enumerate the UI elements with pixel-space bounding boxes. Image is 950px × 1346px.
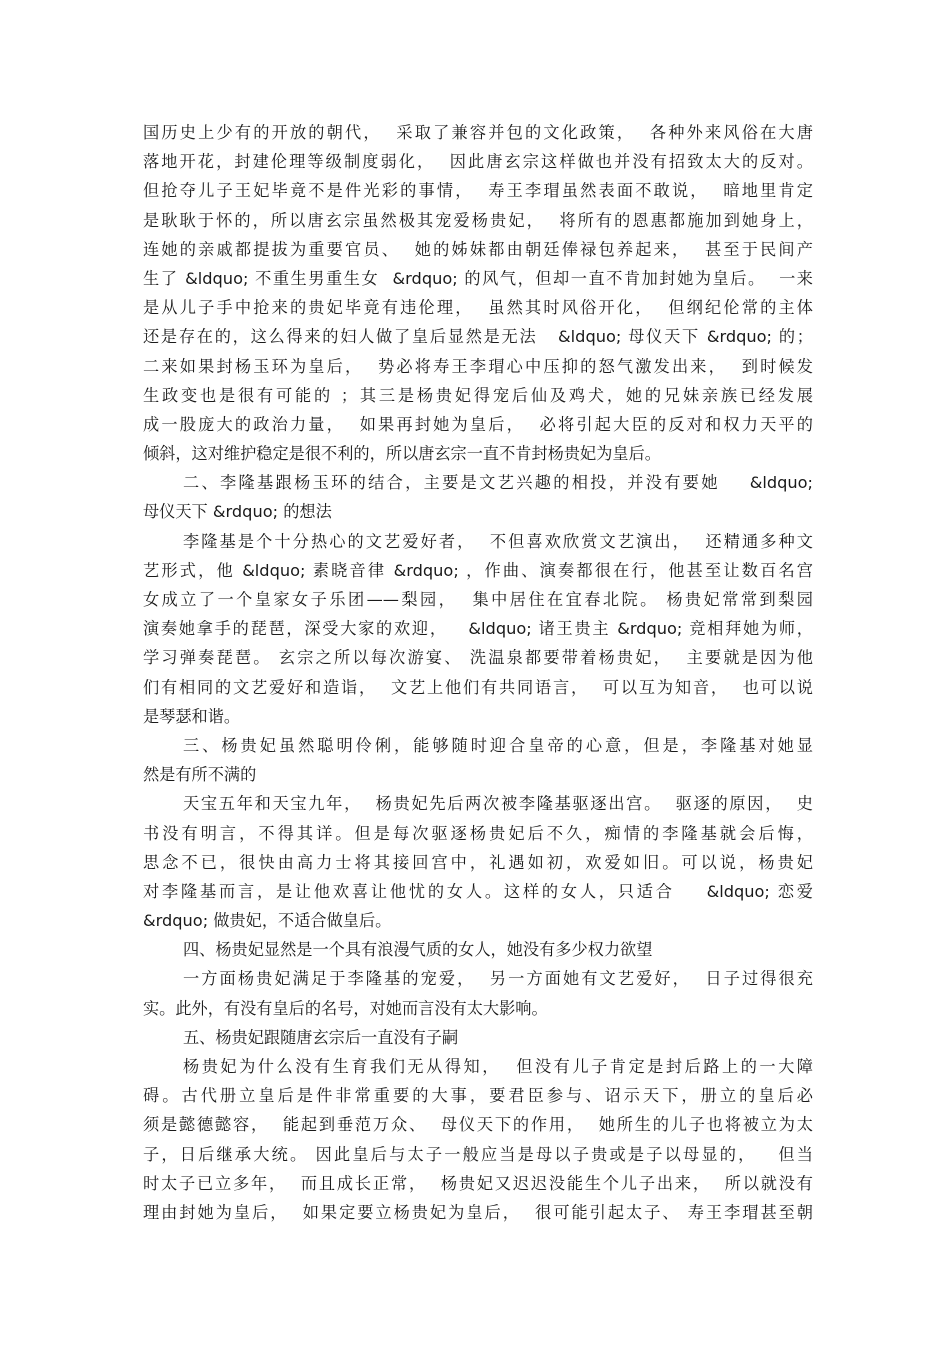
text-line: 是琴瑟和谐。 [143,706,241,726]
text-line: 落地开花，封建伦理等级制度弱化， 因此唐玄宗这样做也并没有招致太大的反对。 [143,152,813,172]
text-line: 对李隆基而言，是让他欢喜让他忧的女人。这样的女人，只适合 &ldquo; 恋爱 [143,881,813,901]
text-line: 然是有所不满的 [143,765,257,785]
text-line: 三、杨贵妃虽然聪明伶俐，能够随时迎合皇帝的心意，但是，李隆基对她显 [183,735,813,755]
text-line: 时太子已立多年， 而且成长正常， 杨贵妃又迟迟没能生个儿子出来， 所以就没有 [143,1173,813,1193]
text-line: 是耿耿于怀的，所以唐玄宗虽然极其宠爱杨贵妃， 将所有的恩惠都施加到她身上， [143,210,813,230]
text-line: 生政变也是很有可能的 ；其三是杨贵妃得宠后仙及鸡犬，她的兄妹亲族已经发展 [143,385,813,405]
text-line: 一方面杨贵妃满足于李隆基的宠爱， 另一方面她有文艺爱好， 日子过得很充 [183,969,813,989]
text-line: 实。此外，有没有皇后的名号，对她而言没有太大影响。 [143,998,548,1018]
text-line: 艺形式，他 &ldquo; 素晓音律 &rdquo; ，作曲、演奏都很在行，他甚至让数百名宫 [143,560,813,580]
text-line: 理由封她为皇后， 如果定要立杨贵妃为皇后， 很可能引起太子、 寿王李瑁甚至朝 [143,1202,813,1222]
text-line: 是从儿子手中抢来的贵妃毕竟有违伦理， 虽然其时风俗开化， 但纲纪伦常的主体 [143,298,813,318]
text-line: 思念不已，很快由高力士将其接回宫中，礼遇如初，欢爱如旧。可以说，杨贵妃 [143,852,813,872]
text-line: &rdquo; 做贵妃，不适合做皇后。 [143,911,392,931]
text-line: 倾斜，这对维护稳定是很不利的，所以唐玄宗一直不肯封杨贵妃为皇后。 [143,444,661,464]
text-line: 生了 &ldquo; 不重生男重生女 &rdquo; 的风气，但却一直不肯加封她为皇后。 一来 [143,268,813,288]
text-line: 连她的亲戚都提拔为重要官员、 她的姊妹都由朝廷俸禄包养起来， 甚至于民间产 [143,239,813,259]
text-line: 书没有明言，不得其详。但是每次驱逐杨贵妃后不久，痴情的李隆基就会后悔， [143,823,813,843]
text-line: 成一股庞大的政治力量， 如果再封她为皇后， 必将引起大臣的反对和权力天平的 [143,414,813,434]
text-line: 二来如果封杨玉环为皇后， 势必将寿王李瑁心中压抑的怒气激发出来， 到时候发 [143,356,813,376]
body-text [143,118,813,1227]
text-line: 四、杨贵妃显然是一个具有浪漫气质的女人，她没有多少权力欲望 [183,940,653,960]
text-line: 李隆基是个十分热心的文艺爱好者， 不但喜欢欣赏文艺演出， 还精通多种文 [183,531,813,551]
text-line: 但抢夺儿子王妃毕竟不是件光彩的事情， 寿王李瑁虽然表面不敢说， 暗地里肯定 [143,181,813,201]
text-line: 女成立了一个皇家女子乐团——梨园， 集中居住在宜春北院。 杨贵妃常常到梨园 [143,590,813,609]
text-line: 五、杨贵妃跟随唐玄宗后一直没有子嗣 [183,1027,459,1047]
text-line: 天宝五年和天宝九年， 杨贵妃先后两次被李隆基驱逐出宫。 驱逐的原因， 史 [183,794,813,814]
text-line: 母仪天下 &rdquo; 的想法 [143,502,332,522]
text-line: 碍。古代册立皇后是件非常重要的大事，要君臣参与、诏示天下，册立的皇后必 [143,1086,813,1106]
text-line: 学习弹奏琵琶。 玄宗之所以每次游宴、 洗温泉都要带着杨贵妃， 主要就是因为他 [143,648,813,668]
text-line: 子，日后继承大统。 因此皇后与太子一般应当是母以子贵或是子以母显的， 但当 [143,1144,813,1164]
text-line: 还是存在的，这么得来的妇人做了皇后显然是无法 &ldquo; 母仪天下 &rdquo; 的； [143,327,813,347]
text-line: 们有相同的文艺爱好和造诣， 文艺上他们有共同语言， 可以互为知音， 也可以说 [143,677,813,697]
text-line: 须是懿德懿容， 能起到垂范万众、 母仪天下的作用， 她所生的儿子也将被立为太 [143,1115,813,1135]
text-line: 国历史上少有的开放的朝代， 采取了兼容并包的文化政策， 各种外来风俗在大唐 [143,123,813,142]
text-line: 演奏她拿手的琵琶，深受大家的欢迎， &ldquo; 诸王贵主 &rdquo; 竞相拜她为师， [143,619,813,639]
text-line: 杨贵妃为什么没有生育我们无从得知， 但没有儿子肯定是封后路上的一大障 [183,1057,813,1076]
text-line: 二、李隆基跟杨玉环的结合，主要是文艺兴趣的相投，并没有要她 &ldquo; [183,473,813,493]
